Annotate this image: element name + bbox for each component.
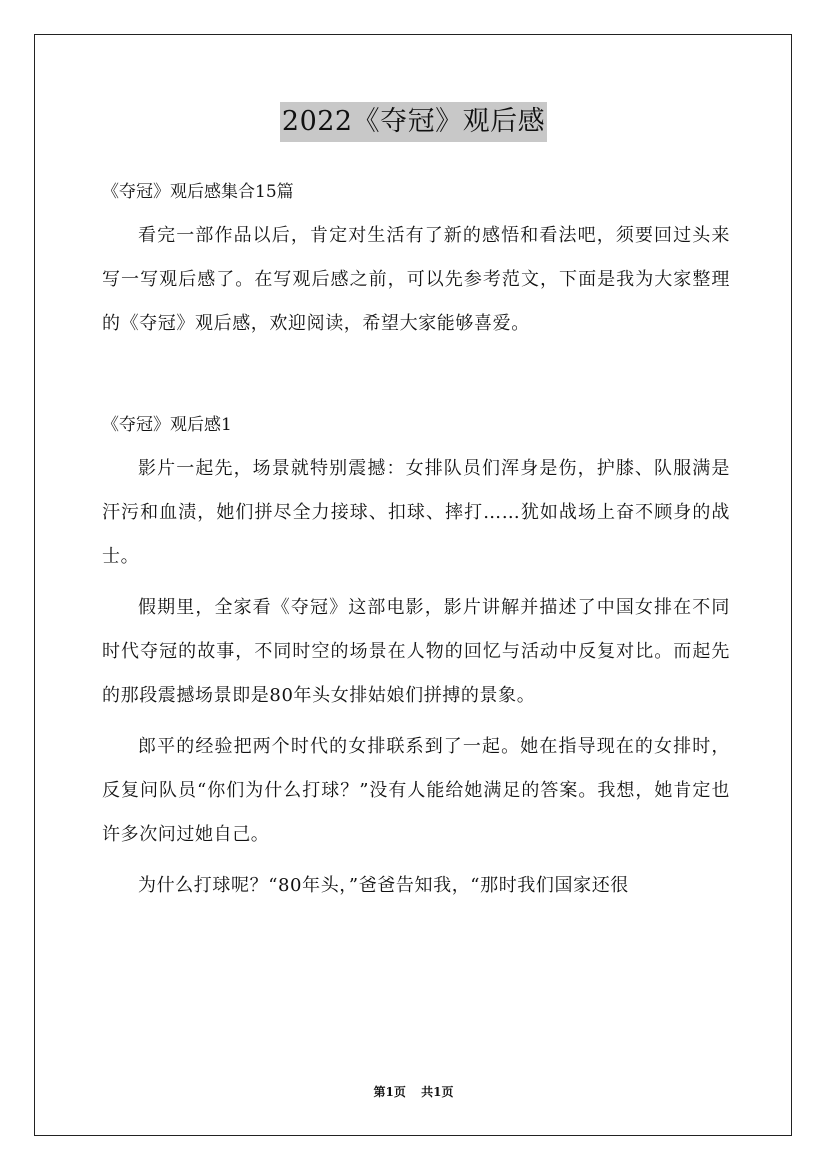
document-subtitle: 《夺冠》观后感集合15篇	[102, 182, 294, 202]
blank-line	[102, 353, 730, 397]
body-paragraph-3: 郎平的经验把两个时代的女排联系到了一起。她在指导现在的女排时，反复问队员“你们为什么打球？”没有人能给她满足的答案。我想，她肯定也许多次问过她自己。	[102, 736, 730, 845]
page-number: 第1页	[373, 1085, 406, 1099]
section-heading: 《夺冠》观后感1	[102, 415, 232, 435]
document-body	[102, 170, 730, 915]
page-footer	[0, 1084, 827, 1100]
document-title: 2022《夺冠》观后感	[280, 102, 547, 142]
footer-spacer	[410, 1085, 418, 1099]
body-paragraph-4: 为什么打球呢？“80年头，”爸爸告知我，“那时我们国家还很	[138, 875, 629, 896]
body-paragraph-1: 影片一起先，场景就特别震撼：女排队员们浑身是伤，护膝、队服满是汗污和血渍，她们拼尽全力接球、扣球、摔打……犹如战场上奋不顾身的战士。	[102, 458, 730, 567]
intro-paragraph: 看完一部作品以后，肯定对生活有了新的感悟和看法吧，须要回过头来写一写观后感了。在写观后感之前，可以先参考范文，下面是我为大家整理的《夺冠》观后感，欢迎阅读，希望大家能够喜爱。	[102, 225, 730, 334]
title-container	[0, 102, 827, 142]
body-paragraph-2: 假期里，全家看《夺冠》这部电影，影片讲解并描述了中国女排在不同时代夺冠的故事，不同时空的场景在人物的回忆与活动中反复对比。而起先的那段震撼场景即是80年头女排姑娘们拼搏的景象。	[102, 597, 730, 706]
page-total: 共1页	[421, 1085, 454, 1099]
